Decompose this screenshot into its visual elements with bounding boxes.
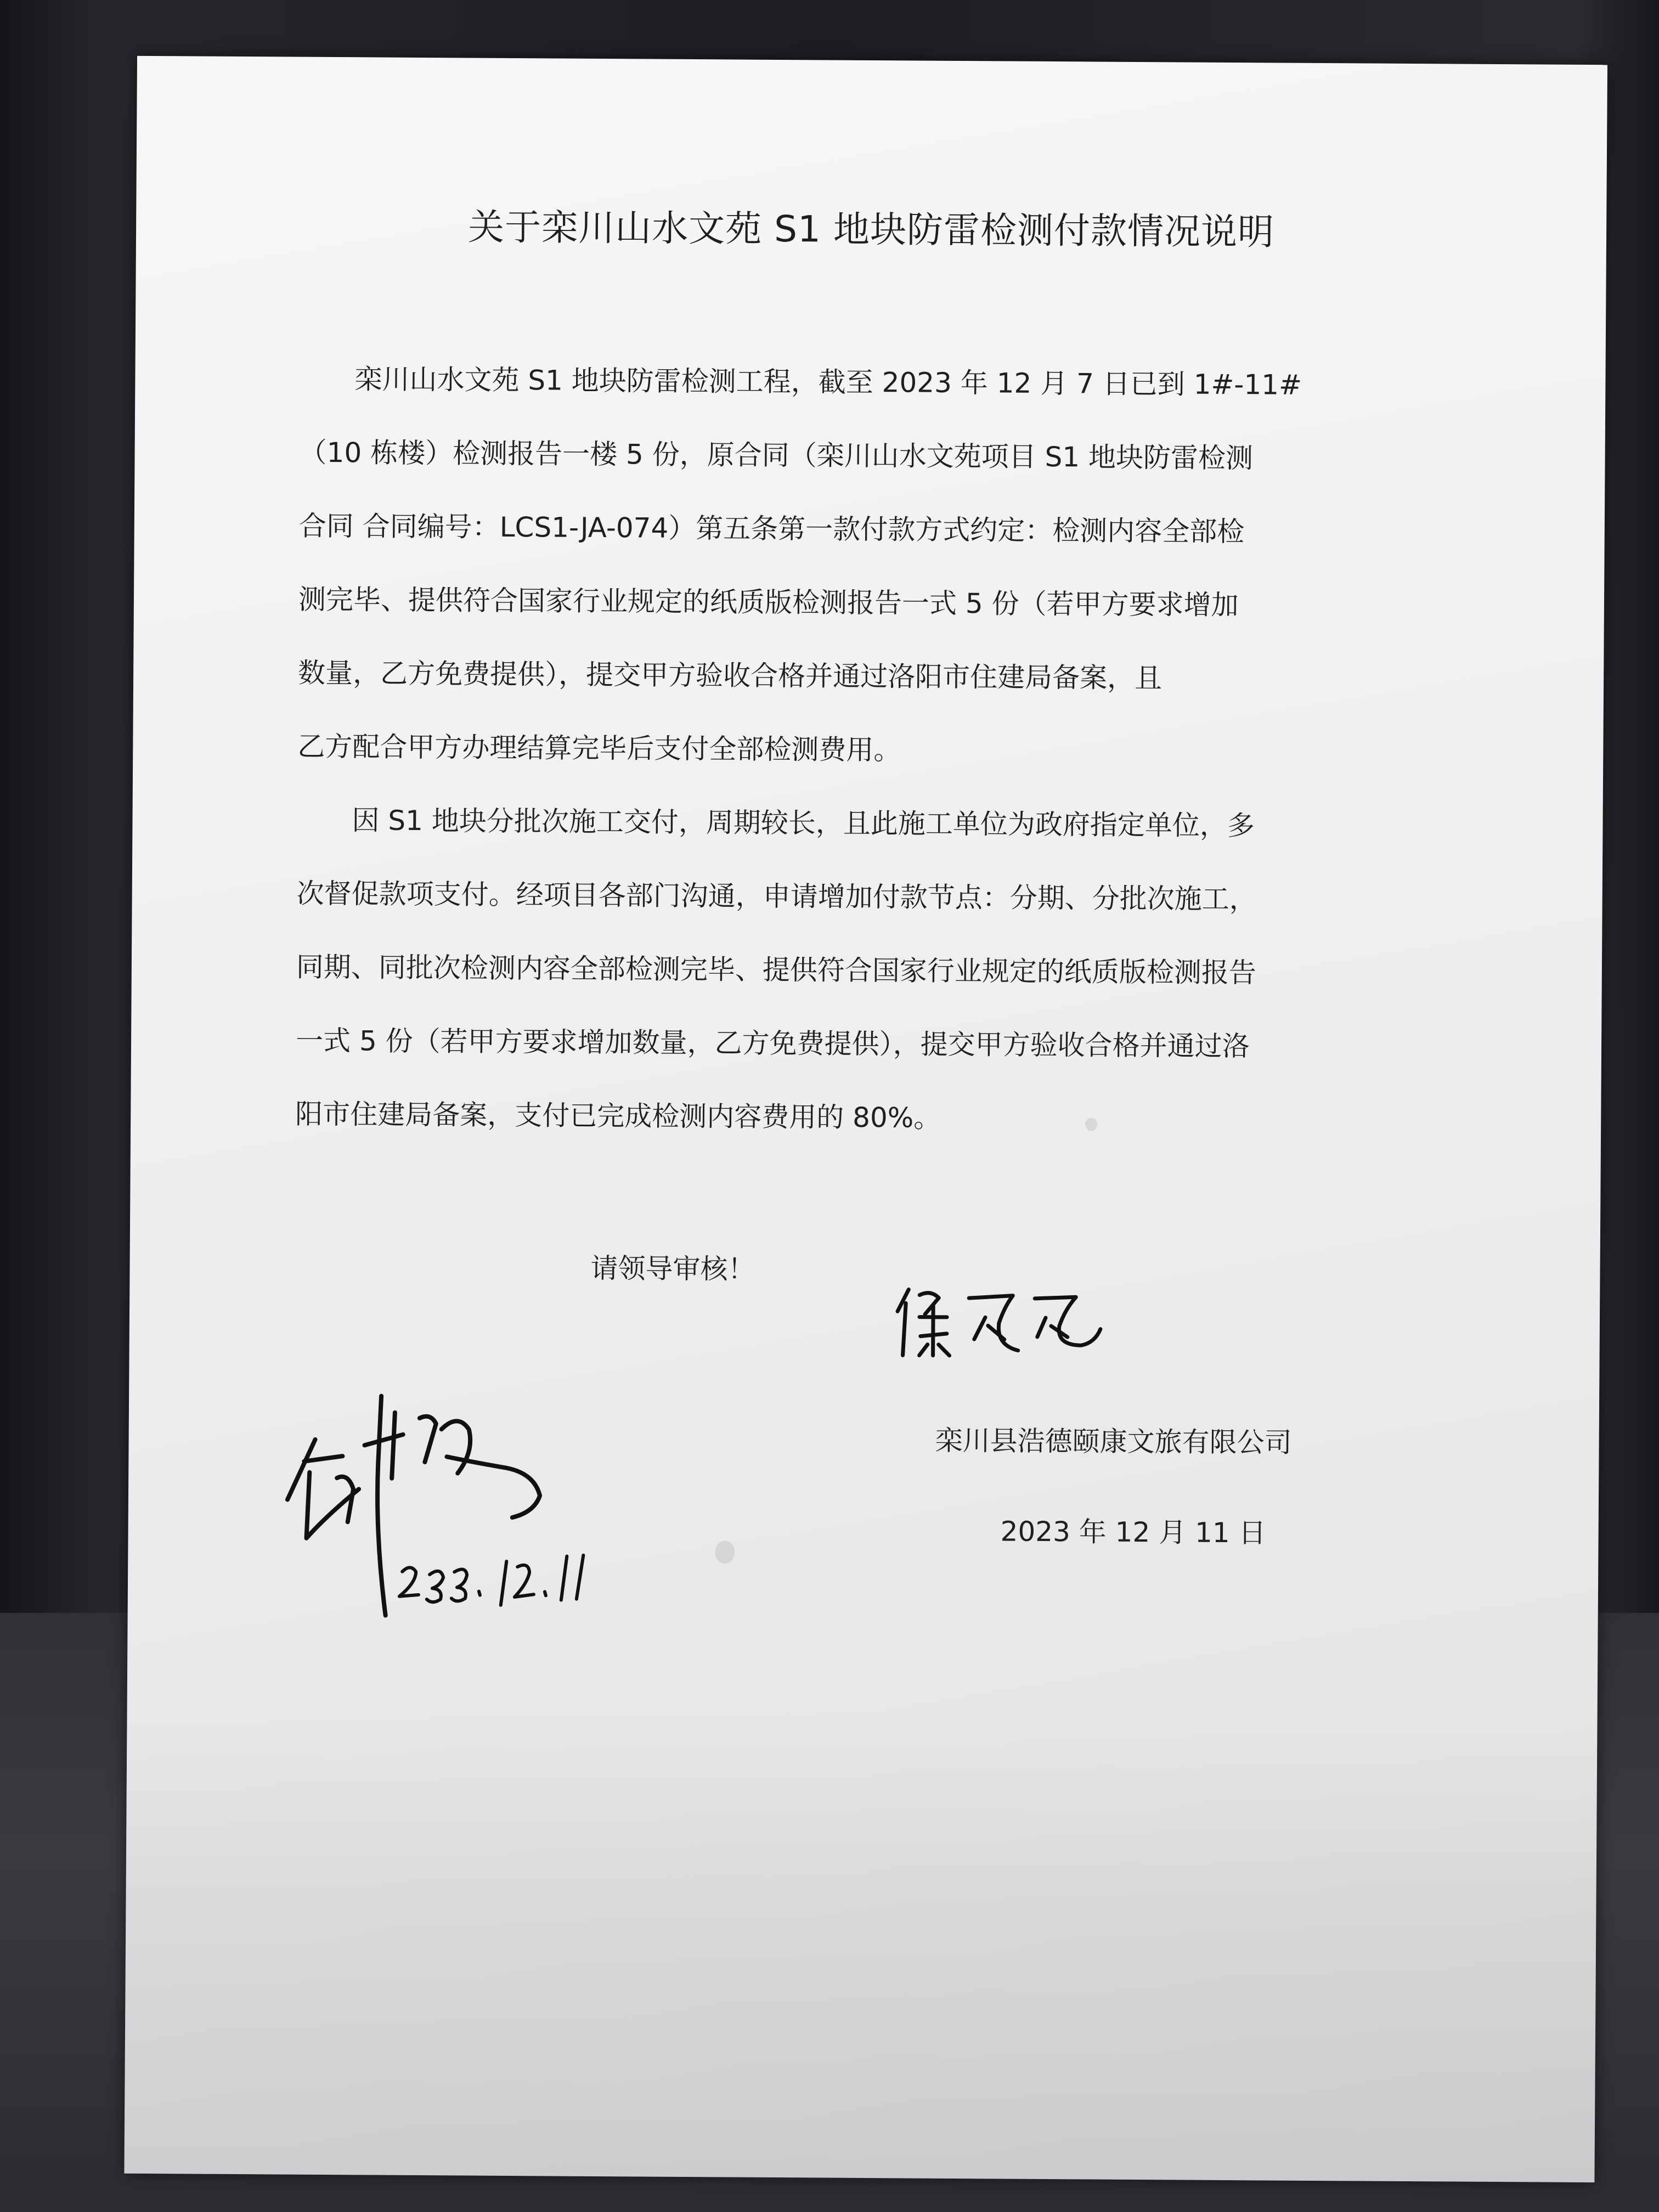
- document-date: 2023 年 12 月 11 日: [1000, 1515, 1266, 1549]
- closing-request: 请领导审核！: [590, 1252, 755, 1285]
- paragraph-1-line: 乙方配合甲方办理结算完毕后支付全部检测费用。: [297, 730, 901, 766]
- paragraph-1-line: 测完毕、提供符合国家行业规定的纸质版检测报告一式 5 份（若甲方要求增加: [298, 583, 1239, 622]
- handwritten-signature-right: [886, 1273, 1106, 1373]
- paper-sheet: [124, 56, 1607, 2182]
- paragraph-2-line: 同期、同批次检测内容全部检测完毕、提供符合国家行业规定的纸质版检测报告: [296, 951, 1257, 989]
- document-title: 关于栾川山水文苑 S1 地块防雷检测付款情况说明: [467, 206, 1275, 253]
- paper-shadow: [124, 1702, 1597, 2182]
- company-name: 栾川县浩德颐康文旅有限公司: [935, 1424, 1292, 1459]
- paragraph-2-line: 次督促款项支付。经项目各部门沟通，申请增加付款节点：分期、分批次施工，: [296, 877, 1257, 916]
- paragraph-2-line: 因 S1 地块分批次施工交付，周期较长，且此施工单位为政府指定单位，多: [297, 804, 1255, 842]
- document-body: [295, 342, 1408, 1158]
- paper-stain: [715, 1541, 735, 1564]
- handwritten-signature-left: [276, 1379, 618, 1622]
- paragraph-2-line: 阳市住建局备案，支付已完成检测内容费用的 80%。: [295, 1098, 941, 1134]
- paragraph-1-line: 栾川山水文苑 S1 地块防雷检测工程，截至 2023 年 12 月 7 日已到 1#-11#: [300, 363, 1302, 401]
- paragraph-1-line: 数量，乙方免费提供），提交甲方验收合格并通过洛阳市住建局备案，且: [297, 657, 1163, 695]
- paragraph-1-line: 合同 合同编号：LCS1-JA-074）第五条第一款付款方式约定：检测内容全部检: [298, 510, 1245, 548]
- paragraph-1-line: （10 栋楼）检测报告一楼 5 份，原合同（栾川山水文苑项目 S1 地块防雷检测: [299, 436, 1254, 475]
- paragraph-2-line: 一式 5 份（若甲方要求增加数量，乙方免费提供），提交甲方验收合格并通过洛: [295, 1024, 1250, 1063]
